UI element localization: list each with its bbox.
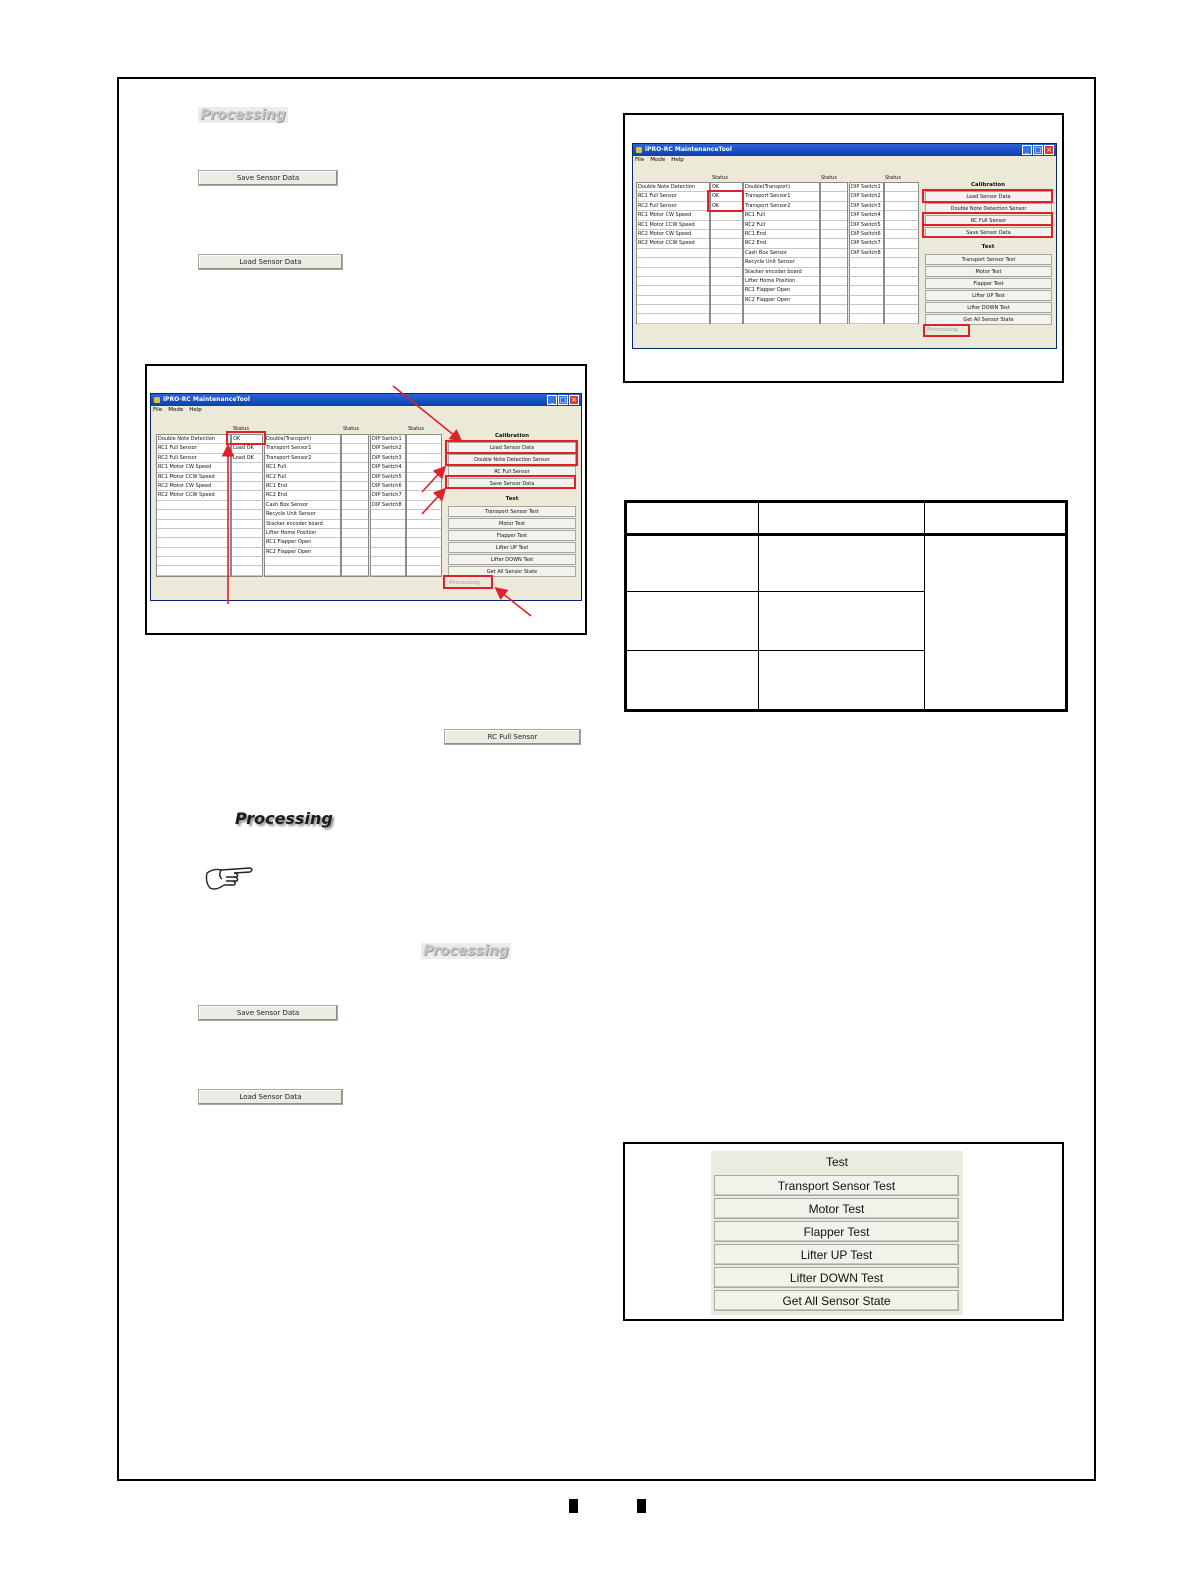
dip-switch-cell: [850, 277, 883, 286]
sensor-name-cell: [637, 286, 709, 295]
menu-file[interactable]: File: [153, 407, 163, 413]
window-close-icon[interactable]: ×: [1044, 145, 1054, 155]
flapper-test-button[interactable]: Flapper Test: [714, 1221, 959, 1242]
dip-switch-cell: DIP Switch8: [850, 249, 883, 258]
dip-switch-cell: DIP Switch6: [850, 230, 883, 239]
transport-sensor-test-button[interactable]: Transport Sensor Test: [448, 506, 576, 517]
dip-status-cell: [885, 202, 918, 211]
processing-indicator-faded-2: Processing: [423, 943, 509, 959]
transport-name-cell: RC2 Flapper Open: [265, 548, 340, 557]
transport-name-cell: Transport Sensor2: [265, 454, 340, 463]
rc-full-sensor-button[interactable]: RC Full Sensor: [925, 215, 1052, 226]
dip-status-cell: [885, 286, 918, 295]
sensor-name-cell: Double Note Detection: [637, 183, 709, 192]
transport-status-cell: [821, 268, 847, 277]
get-all-sensor-state-button[interactable]: Get All Sensor State: [925, 314, 1052, 325]
highlight-save-sensor-data: [922, 224, 1053, 238]
transport-name-cell: RC2 Full: [265, 473, 340, 482]
dip-switch-cell: DIP Switch1: [850, 183, 883, 192]
sensor-name-cell: RC1 Motor CCW Speed: [637, 221, 709, 230]
footer-mark-left: [569, 1499, 578, 1513]
transport-status-cell: [821, 305, 847, 314]
transport-status-cell: [821, 192, 847, 201]
rc-full-sensor-button[interactable]: RC Full Sensor: [444, 729, 581, 745]
sensor-status-cell: [711, 268, 742, 277]
dip-switch-cell: DIP Switch5: [371, 473, 405, 482]
sensor-name-cell: RC2 Full Sensor: [157, 454, 230, 463]
transport-name-cell: RC2 Full: [744, 221, 819, 230]
transport-name-cell: RC1 Flapper Open: [744, 286, 819, 295]
menu-help[interactable]: Help: [671, 157, 684, 163]
transport-name-cell: Recycle Unit Sensor: [744, 258, 819, 267]
load-sensor-data-button[interactable]: Load Sensor Data: [198, 254, 343, 270]
save-sensor-data-button[interactable]: Save Sensor Data: [925, 227, 1052, 238]
highlight-processing: [923, 324, 970, 337]
transport-name-column: [743, 182, 820, 324]
dip-status-cell: [885, 314, 918, 323]
dip-status-cell: [885, 268, 918, 277]
footer-mark-right: [637, 1499, 646, 1513]
transport-name-cell: Transport Sensor2: [744, 202, 819, 211]
test-panel: [711, 1151, 963, 1315]
processing-indicator: Processing: [927, 327, 958, 333]
status-header-3: Status: [885, 175, 901, 181]
processing-indicator-faded: Processing: [200, 107, 286, 123]
sensor-name-cell: [637, 296, 709, 305]
transport-status-cell: [821, 296, 847, 305]
processing-indicator-bold: Processing: [235, 809, 333, 828]
transport-name-cell: RC1 End: [744, 230, 819, 239]
highlight-status-ok: [707, 190, 744, 212]
transport-name-cell: RC1 End: [265, 482, 340, 491]
dip-switch-cell: [850, 268, 883, 277]
lifter-up-test-button[interactable]: Lifter UP Test: [714, 1244, 959, 1265]
lifter-down-test-button[interactable]: Lifter DOWN Test: [714, 1267, 959, 1288]
dip-switch-cell: DIP Switch7: [371, 491, 405, 500]
sensor-name-cell: RC2 Full Sensor: [637, 202, 709, 211]
save-sensor-data-button[interactable]: Save Sensor Data: [198, 170, 338, 186]
sensor-name-cell: RC2 Motor CCW Speed: [157, 491, 230, 500]
sensor-name-cell: RC1 Motor CW Speed: [157, 463, 230, 472]
dip-status-cell: [885, 221, 918, 230]
status-header-3: Status: [408, 426, 424, 432]
dip-status-column: [884, 182, 919, 324]
sensor-name-cell: Double Note Detection: [157, 435, 230, 444]
transport-name-cell: Cash Box Sensor: [744, 249, 819, 258]
transport-status-cell: [821, 230, 847, 239]
transport-name-cell: RC1 Flapper Open: [265, 538, 340, 547]
status-header-1: Status: [233, 426, 249, 432]
sensor-name-cell: [637, 268, 709, 277]
transport-name-cell: Cash Box Sensor: [265, 501, 340, 510]
menu-file[interactable]: File: [635, 157, 645, 163]
dip-switch-cell: [850, 314, 883, 323]
menu-mode[interactable]: Mode: [168, 407, 184, 413]
dip-switch-cell: DIP Switch4: [371, 463, 405, 472]
motor-test-button[interactable]: Motor Test: [714, 1198, 959, 1219]
dip-switch-cell: DIP Switch3: [850, 202, 883, 211]
test-panel-title: Test: [825, 1155, 848, 1169]
sensor-name-cell: [637, 314, 709, 323]
lifter-up-test-button[interactable]: Lifter UP Test: [448, 542, 576, 553]
window-title: iPRO-RC MaintenanceTool: [633, 144, 1056, 156]
transport-name-cell: Transport Sensor1: [265, 444, 340, 453]
sensor-status-cell: [711, 305, 742, 314]
window-maximize-icon[interactable]: □: [1034, 146, 1042, 154]
dip-switch-cell: [850, 305, 883, 314]
transport-name-cell: RC2 End: [744, 239, 819, 248]
lifter-down-test-button[interactable]: Lifter DOWN Test: [448, 554, 576, 565]
window-minimize-icon[interactable]: _: [547, 395, 557, 405]
load-sensor-data-button-2[interactable]: Load Sensor Data: [198, 1089, 343, 1105]
get-all-sensor-state-button[interactable]: Get All Sensor State: [448, 566, 576, 577]
dip-switch-cell: [850, 258, 883, 267]
transport-status-cell: [821, 277, 847, 286]
transport-status-cell: [821, 211, 847, 220]
dip-switch-cell: DIP Switch5: [850, 221, 883, 230]
sensor-name-cell: RC1 Full Sensor: [637, 192, 709, 201]
transport-status-cell: [821, 202, 847, 211]
window-title: iPRO-RC MaintenanceTool: [151, 394, 581, 406]
transport-name-cell: Lifter Home Position: [744, 277, 819, 286]
sensor-name-cell: RC1 Motor CCW Speed: [157, 473, 230, 482]
lifter-down-test-button[interactable]: Lifter DOWN Test: [925, 302, 1052, 313]
transport-name-cell: RC2 Flapper Open: [744, 296, 819, 305]
transport-status-column: [820, 182, 848, 324]
dip-name-column: [849, 182, 884, 324]
get-all-sensor-state-button[interactable]: Get All Sensor State: [714, 1290, 959, 1311]
sensor-status-cell: [711, 211, 742, 220]
sensor-name-cell: [637, 305, 709, 314]
dip-switch-cell: DIP Switch4: [850, 211, 883, 220]
motor-test-button[interactable]: Motor Test: [925, 266, 1052, 277]
dip-switch-cell: DIP Switch2: [850, 192, 883, 201]
app-icon: [636, 147, 642, 153]
menu-help[interactable]: Help: [189, 407, 202, 413]
calibration-label: Calibration: [970, 182, 1006, 188]
dip-status-cell: [885, 183, 918, 192]
dip-switch-cell: DIP Switch6: [371, 482, 405, 491]
status-header-1: Status: [712, 175, 728, 181]
transport-status-cell: [821, 249, 847, 258]
transport-name-cell: RC1 Full: [744, 211, 819, 220]
transport-name-cell: RC1 Full: [265, 463, 340, 472]
sensor-status-cell: OK: [711, 192, 742, 201]
sensor-status-cell: [711, 249, 742, 258]
window-maximize-icon[interactable]: □: [559, 396, 567, 404]
transport-name-cell: Stacker encoder board: [744, 268, 819, 277]
test-label: Test: [505, 496, 519, 502]
dip-status-cell: [885, 258, 918, 267]
transport-name-cell: Double(Transport): [744, 183, 819, 192]
dip-switch-cell: DIP Switch7: [850, 239, 883, 248]
transport-status-cell: [821, 221, 847, 230]
sensor-status-cell: OK: [711, 183, 742, 192]
transport-sensor-test-button[interactable]: Transport Sensor Test: [714, 1175, 959, 1196]
transport-status-cell: [821, 286, 847, 295]
motor-test-button[interactable]: Motor Test: [448, 518, 576, 529]
dip-switch-cell: [850, 286, 883, 295]
transport-status-cell: [821, 183, 847, 192]
dip-status-cell: [885, 305, 918, 314]
highlight-load-sensor-data: [922, 189, 1053, 203]
save-sensor-data-button-2[interactable]: Save Sensor Data: [198, 1005, 338, 1021]
sensor-name-cell: RC1 Motor CW Speed: [637, 211, 709, 220]
transport-status-cell: [821, 314, 847, 323]
sensor-name-cell: RC1 Full Sensor: [157, 444, 230, 453]
sensor-status-cell: Load OK: [232, 444, 262, 453]
menu-mode[interactable]: Mode: [650, 157, 666, 163]
status-header-2: Status: [821, 175, 837, 181]
sensor-status-cell: [711, 239, 742, 248]
load-sensor-data-button[interactable]: Load Sensor Data: [448, 442, 576, 453]
dip-status-cell: [885, 296, 918, 305]
transport-name-cell: [744, 305, 819, 314]
sensor-status-cell: [711, 230, 742, 239]
test-label: Test: [981, 244, 995, 250]
status-header-2: Status: [343, 426, 359, 432]
load-sensor-data-button[interactable]: Load Sensor Data: [925, 191, 1052, 202]
transport-name-cell: Recycle Unit Sensor: [265, 510, 340, 519]
dip-switch-cell: DIP Switch3: [371, 454, 405, 463]
sensor-name-cell: [637, 249, 709, 258]
rc-full-sensor-button[interactable]: RC Full Sensor: [448, 466, 576, 477]
flapper-test-button[interactable]: Flapper Test: [925, 278, 1052, 289]
app-window-right: [632, 143, 1057, 349]
sensor-name-cell: RC2 Motor CCW Speed: [637, 239, 709, 248]
sensor-name-cell: RC2 Motor CW Speed: [637, 230, 709, 239]
sensor-name-cell: RC2 Motor CW Speed: [157, 482, 230, 491]
transport-name-cell: Lifter Home Position: [265, 529, 340, 538]
sensor-status-cell: [711, 221, 742, 230]
transport-name-cell: Transport Sensor1: [744, 192, 819, 201]
dip-switch-cell: DIP Switch8: [371, 501, 405, 510]
dip-switch-cell: DIP Switch1: [371, 435, 405, 444]
lifter-up-test-button[interactable]: Lifter UP Test: [925, 290, 1052, 301]
sensor-status-cell: [711, 314, 742, 323]
empty-table: [624, 500, 1068, 712]
window-minimize-icon[interactable]: _: [1022, 145, 1032, 155]
sensor-status-cell: OK: [232, 435, 262, 444]
sensor-status-cell: [711, 277, 742, 286]
transport-name-cell: RC2 End: [265, 491, 340, 500]
flapper-test-button[interactable]: Flapper Test: [448, 530, 576, 541]
double-note-detection-sensor-button[interactable]: Double Note Detection Sensor: [925, 203, 1052, 214]
dip-status-cell: [885, 211, 918, 220]
transport-name-cell: [744, 314, 819, 323]
dip-switch-cell: [850, 296, 883, 305]
dip-status-cell: [885, 277, 918, 286]
window-close-icon[interactable]: ×: [569, 395, 579, 405]
sensor-name-cell: [637, 277, 709, 286]
transport-name-cell: Double(Transport): [265, 435, 340, 444]
transport-sensor-test-button[interactable]: Transport Sensor Test: [925, 254, 1052, 265]
transport-status-cell: [821, 239, 847, 248]
sensor-status-cell: [711, 286, 742, 295]
save-sensor-data-button[interactable]: Save Sensor Data: [448, 478, 576, 489]
double-note-detection-sensor-button[interactable]: Double Note Detection Sensor: [448, 454, 576, 465]
sensor-status-cell: [711, 296, 742, 305]
dip-status-cell: [885, 192, 918, 201]
calibration-label: Calibration: [494, 433, 530, 439]
dip-status-cell: [885, 239, 918, 248]
transport-status-cell: [821, 258, 847, 267]
dip-switch-cell: DIP Switch2: [371, 444, 405, 453]
pointing-hand-icon: [204, 862, 256, 892]
sensor-name-column: [636, 182, 710, 324]
sensor-status-cell: [711, 258, 742, 267]
sensor-name-cell: [637, 258, 709, 267]
sensor-status-cell: OK: [711, 202, 742, 211]
sensor-status-cell: Load OK: [232, 454, 262, 463]
transport-name-cell: Stacker encoder board: [265, 520, 340, 529]
dip-status-cell: [885, 230, 918, 239]
menu-bar: [635, 157, 684, 166]
processing-indicator: Processing: [449, 580, 480, 586]
dip-status-cell: [885, 249, 918, 258]
